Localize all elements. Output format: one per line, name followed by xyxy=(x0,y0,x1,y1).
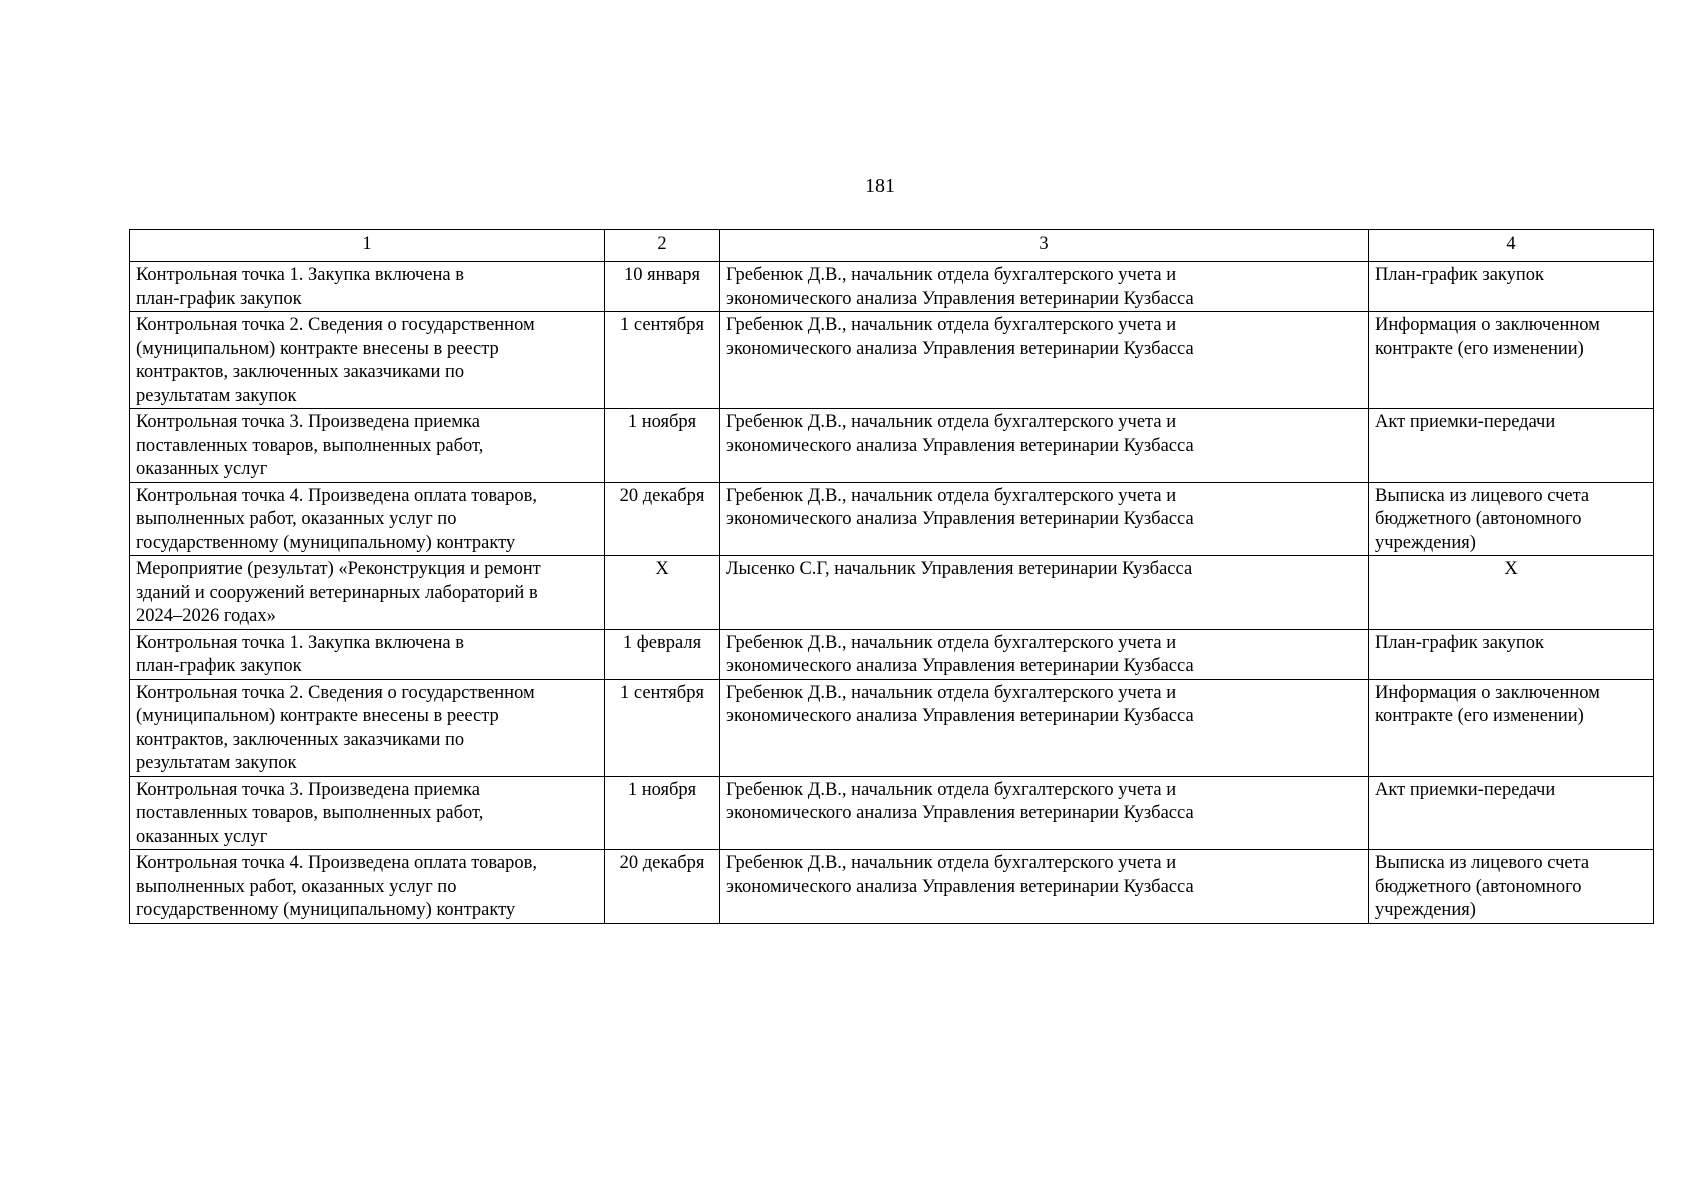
table-row xyxy=(130,776,1654,850)
checkpoint-description: Контрольная точка 4. Произведена оплата товаров, выполненных работ, оказанных услуг по государственному (муниципальному) контракту xyxy=(130,850,605,924)
checkpoint-description: Контрольная точка 3. Произведена приемка поставленных товаров, выполненных работ, оказанных услуг xyxy=(130,409,605,483)
checkpoint-description: Контрольная точка 4. Произведена оплата товаров, выполненных работ, оказанных услуг по государственному (муниципальному) контракту xyxy=(130,482,605,556)
confirming-document: План-график закупок xyxy=(1369,262,1654,312)
confirming-document: Выписка из лицевого счета бюджетного (автономного учреждения) xyxy=(1369,850,1654,924)
responsible-person: Лысенко С.Г, начальник Управления ветеринарии Кузбасса xyxy=(720,556,1369,630)
table-row xyxy=(130,679,1654,776)
table-row xyxy=(130,629,1654,679)
responsible-person: Гребенюк Д.В., начальник отдела бухгалтерского учета и экономического анализа Управления ветеринарии Кузбасса xyxy=(720,776,1369,850)
header-row xyxy=(130,230,1654,262)
responsible-person: Гребенюк Д.В., начальник отдела бухгалтерского учета и экономического анализа Управления ветеринарии Кузбасса xyxy=(720,482,1369,556)
deadline-date: 20 декабря xyxy=(605,850,720,924)
control-points-table xyxy=(129,229,1654,924)
checkpoint-description: Контрольная точка 1. Закупка включена в план-график закупок xyxy=(130,262,605,312)
responsible-person: Гребенюк Д.В., начальник отдела бухгалтерского учета и экономического анализа Управления ветеринарии Кузбасса xyxy=(720,679,1369,776)
deadline-date: 1 сентября xyxy=(605,679,720,776)
table-row xyxy=(130,556,1654,630)
checkpoint-description: Контрольная точка 3. Произведена приемка поставленных товаров, выполненных работ, оказанных услуг xyxy=(130,776,605,850)
confirming-document: Информация о заключенном контракте (его изменении) xyxy=(1369,679,1654,776)
column-header-2: 2 xyxy=(605,230,720,262)
confirming-document: Выписка из лицевого счета бюджетного (автономного учреждения) xyxy=(1369,482,1654,556)
table-header xyxy=(130,230,1654,262)
confirming-document: План-график закупок xyxy=(1369,629,1654,679)
checkpoint-description: Контрольная точка 2. Сведения о государственном (муниципальном) контракте внесены в реестр контрактов, заключенных заказчиками по результатам закупок xyxy=(130,312,605,409)
deadline-date: 20 декабря xyxy=(605,482,720,556)
deadline-date: 1 сентября xyxy=(605,312,720,409)
deadline-date: 1 ноября xyxy=(605,409,720,483)
deadline-date: Х xyxy=(605,556,720,630)
responsible-person: Гребенюк Д.В., начальник отдела бухгалтерского учета и экономического анализа Управления ветеринарии Кузбасса xyxy=(720,312,1369,409)
responsible-person: Гребенюк Д.В., начальник отдела бухгалтерского учета и экономического анализа Управления ветеринарии Кузбасса xyxy=(720,262,1369,312)
confirming-document: Информация о заключенном контракте (его изменении) xyxy=(1369,312,1654,409)
column-header-3: 3 xyxy=(720,230,1369,262)
checkpoint-description: Контрольная точка 1. Закупка включена в план-график закупок xyxy=(130,629,605,679)
table-row xyxy=(130,262,1654,312)
confirming-document: Акт приемки-передачи xyxy=(1369,409,1654,483)
column-header-4: 4 xyxy=(1369,230,1654,262)
measure-description: Мероприятие (результат) «Реконструкция и ремонт зданий и сооружений ветеринарных лабораторий в 2024–2026 годах» xyxy=(130,556,605,630)
column-header-1: 1 xyxy=(130,230,605,262)
table-body xyxy=(130,262,1654,924)
checkpoint-description: Контрольная точка 2. Сведения о государственном (муниципальном) контракте внесены в реестр контрактов, заключенных заказчиками по результатам закупок xyxy=(130,679,605,776)
responsible-person: Гребенюк Д.В., начальник отдела бухгалтерского учета и экономического анализа Управления ветеринарии Кузбасса xyxy=(720,409,1369,483)
confirming-document: Х xyxy=(1369,556,1654,630)
table-row xyxy=(130,850,1654,924)
responsible-person: Гребенюк Д.В., начальник отдела бухгалтерского учета и экономического анализа Управления ветеринарии Кузбасса xyxy=(720,850,1369,924)
table-row xyxy=(130,312,1654,409)
deadline-date: 10 января xyxy=(605,262,720,312)
deadline-date: 1 ноября xyxy=(605,776,720,850)
table-row xyxy=(130,409,1654,483)
table-row xyxy=(130,482,1654,556)
responsible-person: Гребенюк Д.В., начальник отдела бухгалтерского учета и экономического анализа Управления ветеринарии Кузбасса xyxy=(720,629,1369,679)
page-number: 181 xyxy=(865,175,895,197)
deadline-date: 1 февраля xyxy=(605,629,720,679)
confirming-document: Акт приемки-передачи xyxy=(1369,776,1654,850)
